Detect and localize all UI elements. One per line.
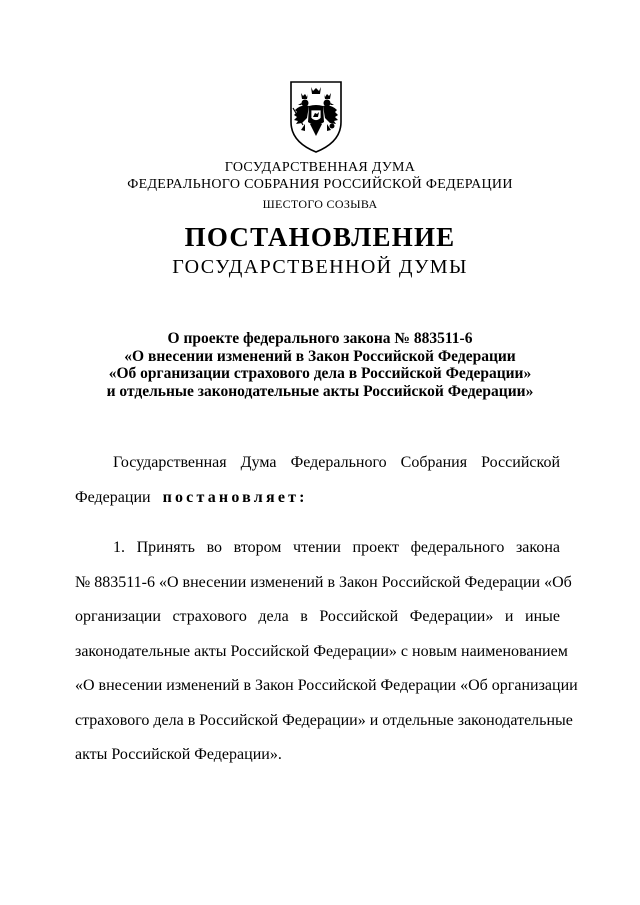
subject-line: О проекте федерального закона № 883511-6 xyxy=(167,330,473,347)
item-line: акты Российской Федерации». xyxy=(75,746,282,763)
resolves-verb: постановляет: xyxy=(162,488,308,506)
header-federal-assembly: ФЕДЕРАЛЬНОГО СОБРАНИЯ РОССИЙСКОЙ ФЕДЕРАЦИИ xyxy=(127,177,513,192)
preamble-line xyxy=(75,481,560,516)
item-line: организации страхового дела в Российской Федерации» и иные xyxy=(75,608,560,625)
preamble-prefix: Федерации xyxy=(75,488,151,506)
header-convocation: ШЕСТОГО СОЗЫВА xyxy=(262,197,378,211)
subject-line: и отдельные законодательные акты Российской Федерации» xyxy=(106,382,534,400)
header-duma: ГОСУДАРСТВЕННАЯ ДУМА xyxy=(224,160,416,175)
subject-line: «Об организации страхового дела в Российской Федерации» xyxy=(108,365,532,382)
resolution-subject xyxy=(0,330,640,400)
document-title: ПОСТАНОВЛЕНИЕ xyxy=(184,222,456,252)
item-line: «О внесении изменений в Закон Российской Федерации «Об организации xyxy=(75,677,578,694)
subject-line: «О внесении изменений в Закон Российской Федерации xyxy=(124,347,516,365)
item-line: № 883511-6 «О внесении изменений в Закон Российской Федерации «Об xyxy=(75,573,572,591)
preamble-paragraph xyxy=(75,446,560,515)
item-line: законодательные акты Российской Федерации» с новым наименованием xyxy=(75,642,568,660)
item-line: страхового дела в Российской Федерации» и отдельные законодательные xyxy=(75,711,573,729)
item-line: 1. Принять во втором чтении проект федерального закона xyxy=(113,539,560,556)
item-1-paragraph xyxy=(75,531,578,773)
double-headed-eagle-icon xyxy=(283,78,349,156)
coat-of-arms-emblem xyxy=(283,78,349,156)
document-subtitle: ГОСУДАРСТВЕННОЙ ДУМЫ xyxy=(172,256,468,278)
preamble-line: Государственная Дума Федерального Собрания Российской xyxy=(113,454,560,471)
